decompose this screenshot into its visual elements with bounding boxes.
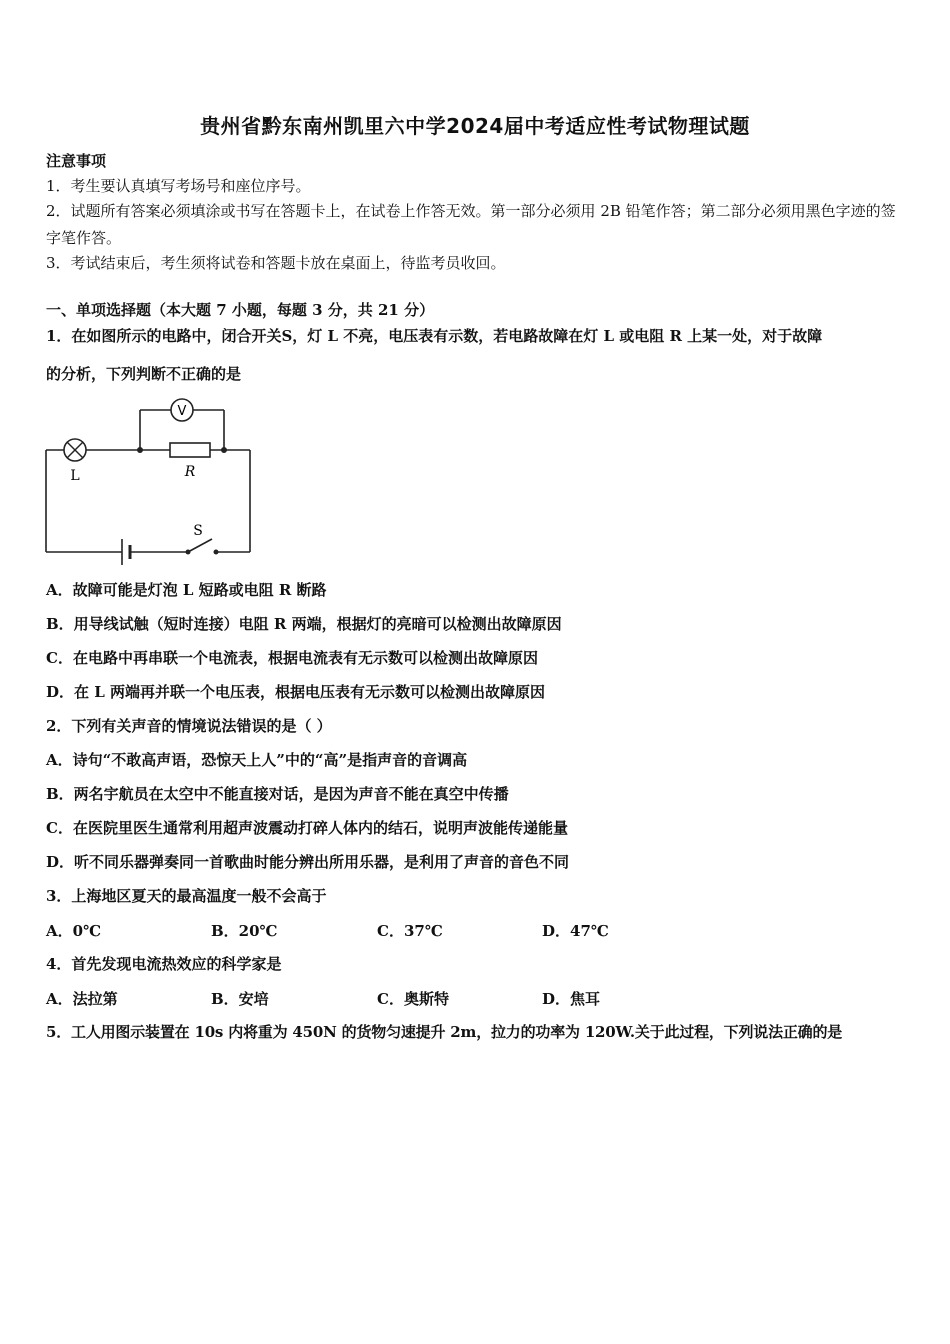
junction-left bbox=[137, 447, 143, 453]
battery-icon bbox=[122, 539, 130, 565]
q4-option-a: A．法拉第 bbox=[46, 990, 118, 1008]
q5-stem: 5．工人用图示装置在 10s 内将重为 450N 的货物匀速提升 2m，拉力的功率为 120W.关于此过程，下列说法正确的是 bbox=[46, 1023, 843, 1041]
voltmeter-label: V bbox=[177, 404, 187, 419]
notice-heading: 注意事项 bbox=[46, 152, 107, 170]
switch-icon bbox=[186, 539, 219, 555]
switch-label: S bbox=[193, 523, 203, 539]
junction-right bbox=[221, 447, 227, 453]
page-title: 贵州省黔东南州凯里六中学2024届中考适应性考试物理试题 bbox=[200, 114, 750, 138]
q2-option-a: A．诗句“不敢高声语，恐惊天上人”中的“高”是指声音的音调高 bbox=[46, 751, 468, 769]
q3-stem: 3．上海地区夏天的最高温度一般不会高于 bbox=[46, 887, 327, 905]
q1-stem-line1: 1．在如图所示的电路中，闭合开关S，灯 L 不亮，电压表有示数，若电路故障在灯 L 或电阻 R 上某一处，对于故障 bbox=[46, 327, 823, 345]
circuit-diagram bbox=[40, 392, 260, 567]
notice-item-1: 1．考生要认真填写考场号和座位序号。 bbox=[46, 177, 311, 195]
resistor-label: R bbox=[184, 464, 196, 480]
q1-option-d: D．在 L 两端再并联一个电压表，根据电压表有无示数可以检测出故障原因 bbox=[46, 683, 546, 701]
section-heading: 一、单项选择题（本大题 7 小题，每题 3 分，共 21 分） bbox=[46, 301, 435, 319]
q2-option-c: C．在医院里医生通常利用超声波震动打碎人体内的结石，说明声波能传递能量 bbox=[46, 819, 568, 837]
q1-option-a: A．故障可能是灯泡 L 短路或电阻 R 断路 bbox=[46, 581, 327, 599]
q3-option-b: B．20℃ bbox=[211, 922, 278, 940]
resistor-icon bbox=[170, 443, 210, 457]
q4-option-d: D．焦耳 bbox=[542, 990, 601, 1008]
q3-option-c: C．37℃ bbox=[377, 922, 443, 940]
q4-option-b: B．安培 bbox=[211, 990, 269, 1008]
lamp-icon bbox=[64, 439, 86, 461]
q2-stem: 2．下列有关声音的情境说法错误的是（ ） bbox=[46, 717, 332, 735]
notice-item-3: 3．考试结束后，考生须将试卷和答题卡放在桌面上，待监考员收回。 bbox=[46, 254, 506, 272]
notice-item-2: 2．试题所有答案必须填涂或书写在答题卡上，在试卷上作答无效。第一部分必须用 2B 铅笔作答；第二部分必须用黑色字迹的签字笔作答。 bbox=[46, 202, 896, 247]
q3-option-a: A．0℃ bbox=[46, 922, 102, 940]
q1-stem-line2: 的分析，下列判断不正确的是 bbox=[46, 365, 242, 383]
q4-stem: 4．首先发现电流热效应的科学家是 bbox=[46, 955, 282, 973]
q2-option-d: D．听不同乐器弹奏同一首歌曲时能分辨出所用乐器，是利用了声音的音色不同 bbox=[46, 853, 570, 871]
q1-option-c: C．在电路中再串联一个电流表，根据电流表有无示数可以检测出故障原因 bbox=[46, 649, 538, 667]
q2-option-b: B．两名宇航员在太空中不能直接对话，是因为声音不能在真空中传播 bbox=[46, 785, 509, 803]
lamp-label: L bbox=[70, 468, 80, 484]
q1-option-b: B．用导线试触（短时连接）电阻 R 两端，根据灯的亮暗可以检测出故障原因 bbox=[46, 615, 562, 633]
q3-option-d: D．47℃ bbox=[542, 922, 609, 940]
q4-option-c: C．奥斯特 bbox=[377, 990, 449, 1008]
